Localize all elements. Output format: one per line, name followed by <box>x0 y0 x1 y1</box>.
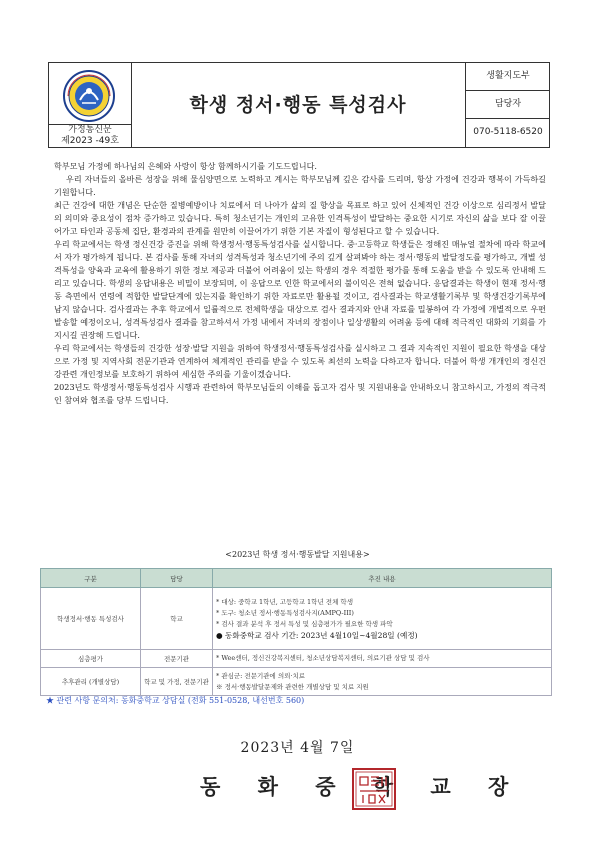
row-category: 학생정서·행동 특성검사 <box>41 588 141 650</box>
row-owner: 학교 <box>141 588 213 650</box>
paragraph-support: 우리 학교에서는 학생들의 건강한 성장·발달 지원을 위하여 학생정서·행동특성검사를 실시하고 그 결과 지속적인 지원이 필요한 학생을 대상으로 가정 및 지역사회 전문기관과 연계하여 체계적인 관리를 받을 수 있도록 최선의 노력을 다하고자 합니다. 더불어 학생 개개인의 정신건강관련 개인정보를 보호하기 위하여 세심한 주의를 기울이겠습니다. <box>54 343 546 379</box>
contact-info-cell <box>465 63 550 147</box>
table-row <box>41 668 552 696</box>
table-row <box>41 588 552 650</box>
paragraph-thanks: 우리 자녀들의 올바른 성장을 위해 물심양면으로 노력하고 계시는 학부모님께 깊은 감사를 드리며, 항상 가정에 건강과 행복이 가득하길 기원합니다. <box>54 174 546 197</box>
phone-number: 070-5118-6520 <box>473 127 543 137</box>
inquiry-contact: ★ 관련 사항 문의처: 동화중학교 상담실 (전화 551-0528, 내선번호 560) <box>46 696 305 705</box>
row-details <box>213 588 552 650</box>
official-seal-icon <box>351 767 397 811</box>
header-details: 추진 내용 <box>213 569 552 588</box>
row-owner: 전문기관 <box>141 650 213 668</box>
detail-item: * 관심군: 전문기관에 의뢰·치료 <box>216 671 306 680</box>
support-table-title: <2023년 학생 정서·행동발달 지원내용> <box>225 550 370 559</box>
paragraph-test-info: 우리 학교에서는 학생 정신건강 증진을 위해 학생정서·행동특성검사를 실시합니다. 중·고등학교 학생들은 정해진 매뉴얼 절차에 따라 학교에서 자가 평가하게 됩니다. 본 검사를 통해 자녀의 성격특성과 청소년기에 주의 깊게 살펴봐야 하는 정서·행동의 발달정도를 평가하고, 개별 성격특성을 양육과 교육에 활용하기 위한 정보 제공과 더불어 어려움이 있는 학생의 경우 적절한 평가를 통해 도움을 받을 수 있도록 안내해 드리고 있습니다. 학생의 응답내용은 비밀이 보장되며, 이 응답으로 인한 학교에서의 불이익은 전혀 없습니다. 응답결과는 학생이 현재 정서·행동 측면에서 연령에 적합한 발달단계에 있는지를 확인하기 위한 자료로만 활용될 것이고, 검사결과는 학교생활기록부 및 학생건강기록부에 남지 않습니다. 검사결과는 추후 학교에서 일률적으로 전체학생을 대상으로 검사 결과지와 안내 자료를 밀봉하여 각 가정에 개별적으로 우편 발송할 예정이오니, 성격특성검사 결과를 참고하셔서 가정 내에서 자녀의 장점이나 일상생활의 어려움 등에 대해 적극적인 대화의 기회를 가지시길 권장해 드립니다. <box>54 239 546 340</box>
detail-item: * 검사 결과 분석 후 정서 특성 및 심층평가가 필요한 학생 파악 <box>216 619 393 628</box>
test-period-highlight: ● 동화중학교 검사 기간: 2023년 4월10일~4월28일 (예정) <box>216 630 418 640</box>
school-emblem-logo <box>62 69 116 123</box>
detail-item: ※ 정서·행동발달문제와 관련한 개별상담 및 치료 지원 <box>216 682 369 691</box>
department-label: 생활지도부 <box>466 63 550 91</box>
row-category: 추후관리 (개별상담) <box>41 668 141 696</box>
person-label: 담당자 <box>466 91 550 119</box>
logo-cell <box>49 63 132 147</box>
row-details <box>213 650 552 668</box>
table-header-row <box>41 569 552 588</box>
detail-item: * Wee센터, 정신건강복지센터, 청소년상담복지센터, 의료기관 상담 및 검사 <box>216 654 430 662</box>
header-category: 구분 <box>41 569 141 588</box>
row-owner: 학교 및 가정, 전문기관 <box>141 668 213 696</box>
paragraph-closing: 2023년도 학생정서·행동특성검사 시행과 관련하여 학부모님들의 이해를 돕고자 검사 및 지원내용을 안내하오니 참고하시고, 가정의 적극적인 참여와 협조를 당부 드립니다. <box>54 382 546 405</box>
doc-type-label: 가정통신문 <box>49 124 131 136</box>
issue-date: 2023년 4월 7일 <box>240 740 355 756</box>
paragraph-greeting: 학부모님 가정에 하나님의 은혜와 사랑이 항상 함께하시기를 기도드립니다. <box>54 161 317 171</box>
detail-item: * 도구: 청소년 정서·행동특성검사지(AMPQ-III) <box>216 608 354 617</box>
row-details <box>213 668 552 696</box>
table-row <box>41 650 552 668</box>
letter-header <box>48 62 550 148</box>
principal-signature: 동 화 중 학 교 장 <box>200 774 524 799</box>
document-title: 학생 정서·행동 특성검사 <box>189 94 407 116</box>
row-category: 심층평가 <box>41 650 141 668</box>
doc-number: 제2023 -49호 <box>61 136 119 146</box>
paragraph-background: 최근 건강에 대한 개념은 단순한 질병예방이나 치료에서 더 나아가 삶의 질 향상을 목표로 하고 있어 신체적인 건강 이상으로 심리정서 발달의 의미와 중요성이 점차 증가하고 있습니다. 특히 청소년기는 개인의 고유한 인격특성이 발달하는 중요한 시기로 자신의 삶을 보다 잘 이끌어가고 타인과 공동체 집단, 환경과의 관계를 원만히 이끌어가기 위한 기본 자질이 형성된다고 할 수 있습니다. <box>54 200 546 236</box>
support-table <box>40 568 552 696</box>
header-owner: 담당 <box>141 569 213 588</box>
letter-body <box>54 160 546 407</box>
detail-item: * 대상: 중학교 1학년, 고등학교 1학년 전체 학생 <box>216 597 353 606</box>
